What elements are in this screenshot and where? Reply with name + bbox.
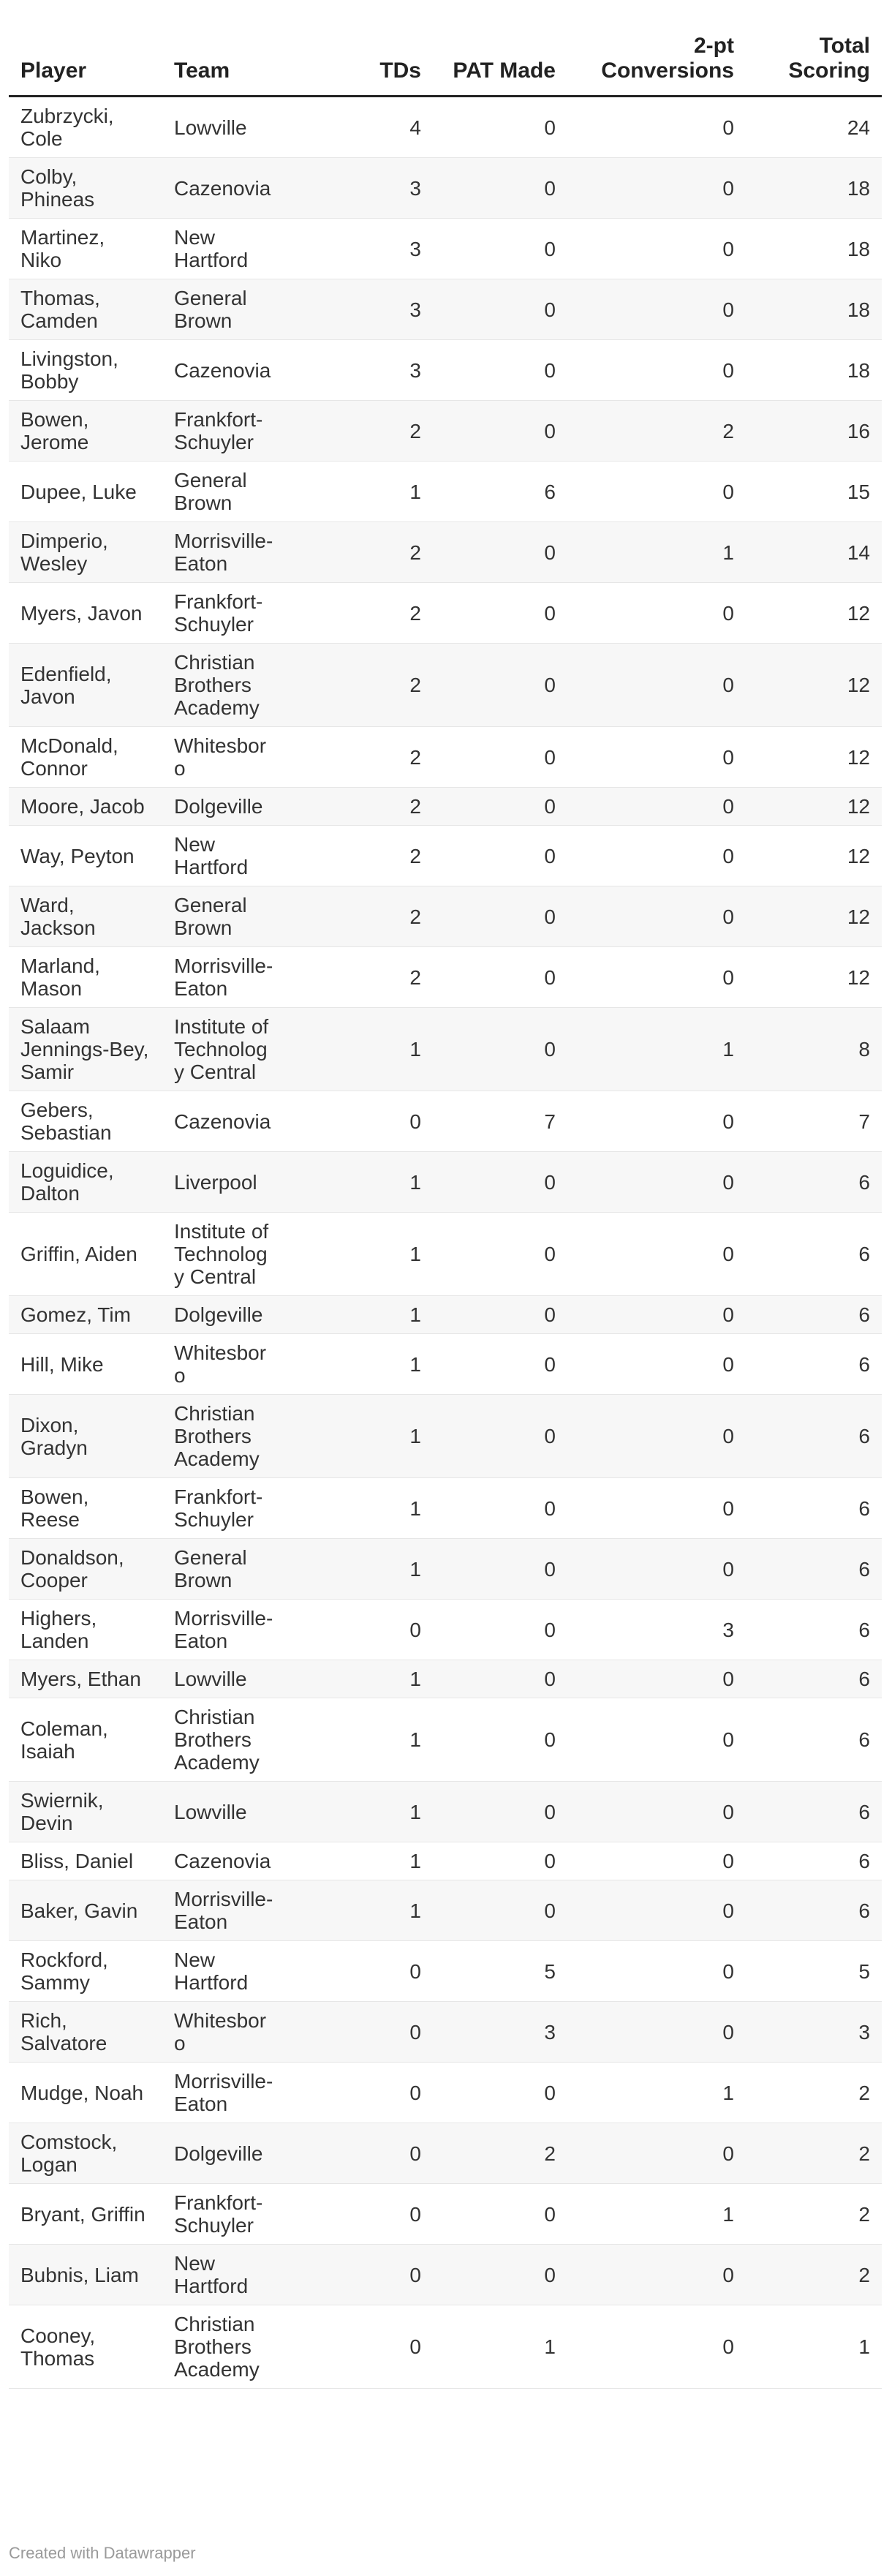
two-pt-cell: 0 [567, 1213, 746, 1296]
table-row [9, 788, 882, 826]
team-cell: New Hartford [162, 2245, 287, 2305]
total-scoring-cell: 6 [746, 1698, 882, 1782]
total-scoring-cell: 15 [746, 462, 882, 522]
team-cell: Liverpool [162, 1152, 287, 1213]
tds-cell: 4 [287, 97, 433, 158]
team-cell: Morrisville-Eaton [162, 947, 287, 1008]
two-pt-cell: 0 [567, 826, 746, 886]
pat-made-cell: 0 [433, 1213, 567, 1296]
tds-cell: 3 [287, 158, 433, 219]
team-cell: Whitesboro [162, 2002, 287, 2063]
total-scoring-cell: 5 [746, 1941, 882, 2002]
tds-cell: 0 [287, 2123, 433, 2184]
total-scoring-cell: 1 [746, 2305, 882, 2389]
table-row [9, 2245, 882, 2305]
tds-cell: 2 [287, 886, 433, 947]
total-scoring-cell: 6 [746, 1334, 882, 1395]
table-body [9, 97, 882, 2389]
table-row [9, 1880, 882, 1941]
team-cell: Cazenovia [162, 340, 287, 401]
team-cell: Institute of Technology Central [162, 1008, 287, 1091]
team-cell: Dolgeville [162, 2123, 287, 2184]
player-cell: Coleman, Isaiah [9, 1698, 162, 1782]
pat-made-cell: 7 [433, 1091, 567, 1152]
pat-made-cell: 0 [433, 1478, 567, 1539]
team-cell: General Brown [162, 279, 287, 340]
total-scoring-cell: 6 [746, 1395, 882, 1478]
table-row [9, 462, 882, 522]
total-scoring-cell: 18 [746, 279, 882, 340]
pat-made-cell: 0 [433, 1698, 567, 1782]
table-row [9, 1091, 882, 1152]
team-cell: Morrisville-Eaton [162, 2063, 287, 2123]
total-scoring-cell: 8 [746, 1008, 882, 1091]
team-cell: Frankfort-Schuyler [162, 1478, 287, 1539]
two-pt-cell: 0 [567, 158, 746, 219]
table-row [9, 1539, 882, 1600]
player-cell: Bowen, Jerome [9, 401, 162, 462]
two-pt-cell: 0 [567, 1698, 746, 1782]
player-cell: Hill, Mike [9, 1334, 162, 1395]
two-pt-cell: 0 [567, 947, 746, 1008]
two-pt-cell: 0 [567, 1091, 746, 1152]
two-pt-cell: 0 [567, 1478, 746, 1539]
two-pt-cell: 0 [567, 340, 746, 401]
two-pt-cell: 0 [567, 1296, 746, 1334]
team-cell: General Brown [162, 886, 287, 947]
team-cell: Frankfort-Schuyler [162, 583, 287, 644]
total-scoring-cell: 18 [746, 158, 882, 219]
two-pt-cell: 0 [567, 583, 746, 644]
team-cell: Frankfort-Schuyler [162, 401, 287, 462]
team-cell: Dolgeville [162, 1296, 287, 1334]
team-cell: Lowville [162, 97, 287, 158]
team-cell: Dolgeville [162, 788, 287, 826]
team-cell: General Brown [162, 1539, 287, 1600]
player-cell: Loguidice, Dalton [9, 1152, 162, 1213]
total-scoring-cell: 12 [746, 826, 882, 886]
pat-made-cell: 0 [433, 1008, 567, 1091]
total-scoring-cell: 6 [746, 1296, 882, 1334]
total-scoring-cell: 6 [746, 1880, 882, 1941]
pat-made-cell: 1 [433, 2305, 567, 2389]
team-cell: Christian Brothers Academy [162, 2305, 287, 2389]
header-row [9, 34, 882, 97]
total-scoring-cell: 2 [746, 2123, 882, 2184]
total-scoring-cell: 2 [746, 2245, 882, 2305]
player-cell: Dixon, Gradyn [9, 1395, 162, 1478]
table-row [9, 2305, 882, 2389]
player-cell: Gebers, Sebastian [9, 1091, 162, 1152]
two-pt-cell: 0 [567, 886, 746, 947]
table-row [9, 886, 882, 947]
table-row [9, 1782, 882, 1842]
team-cell: Frankfort-Schuyler [162, 2184, 287, 2245]
table-row [9, 1478, 882, 1539]
table-row [9, 1334, 882, 1395]
player-cell: Edenfield, Javon [9, 644, 162, 727]
table-row [9, 2002, 882, 2063]
team-cell: Cazenovia [162, 158, 287, 219]
total-scoring-cell: 6 [746, 1539, 882, 1600]
table-header [9, 34, 882, 97]
two-pt-cell: 2 [567, 401, 746, 462]
total-scoring-cell: 12 [746, 583, 882, 644]
table-row [9, 219, 882, 279]
tds-cell: 2 [287, 644, 433, 727]
pat-made-cell: 0 [433, 583, 567, 644]
player-cell: Bowen, Reese [9, 1478, 162, 1539]
table-row [9, 158, 882, 219]
table-row [9, 1395, 882, 1478]
two-pt-cell: 0 [567, 727, 746, 788]
pat-made-cell: 0 [433, 1600, 567, 1660]
table-row [9, 2123, 882, 2184]
column-header-total-scoring[interactable]: Total Scoring [746, 34, 882, 97]
two-pt-cell: 0 [567, 1334, 746, 1395]
player-cell: Ward, Jackson [9, 886, 162, 947]
pat-made-cell: 0 [433, 2245, 567, 2305]
team-cell: Lowville [162, 1660, 287, 1698]
team-cell: New Hartford [162, 826, 287, 886]
team-cell: Morrisville-Eaton [162, 1600, 287, 1660]
two-pt-cell: 0 [567, 1842, 746, 1880]
tds-cell: 2 [287, 522, 433, 583]
column-header-team[interactable]: Team [162, 34, 287, 97]
pat-made-cell: 0 [433, 788, 567, 826]
column-header-player[interactable]: Player [9, 34, 162, 97]
player-cell: McDonald, Connor [9, 727, 162, 788]
team-cell: Whitesboro [162, 727, 287, 788]
team-cell: General Brown [162, 462, 287, 522]
total-scoring-cell: 6 [746, 1152, 882, 1213]
two-pt-cell: 1 [567, 1008, 746, 1091]
tds-cell: 1 [287, 1539, 433, 1600]
player-cell: Rockford, Sammy [9, 1941, 162, 2002]
tds-cell: 2 [287, 826, 433, 886]
team-cell: Cazenovia [162, 1842, 287, 1880]
two-pt-cell: 0 [567, 1152, 746, 1213]
total-scoring-cell: 6 [746, 1478, 882, 1539]
player-cell: Dimperio, Wesley [9, 522, 162, 583]
total-scoring-cell: 12 [746, 727, 882, 788]
total-scoring-cell: 6 [746, 1600, 882, 1660]
table-row [9, 1600, 882, 1660]
table-row [9, 340, 882, 401]
tds-cell: 2 [287, 727, 433, 788]
total-scoring-cell: 3 [746, 2002, 882, 2063]
table-row [9, 97, 882, 158]
player-cell: Donaldson, Cooper [9, 1539, 162, 1600]
player-cell: Livingston, Bobby [9, 340, 162, 401]
two-pt-cell: 0 [567, 1539, 746, 1600]
pat-made-cell: 0 [433, 1395, 567, 1478]
table-row [9, 1008, 882, 1091]
table-row [9, 401, 882, 462]
pat-made-cell: 0 [433, 1660, 567, 1698]
pat-made-cell: 3 [433, 2002, 567, 2063]
player-cell: Dupee, Luke [9, 462, 162, 522]
table-row [9, 1152, 882, 1213]
team-cell: Morrisville-Eaton [162, 522, 287, 583]
total-scoring-cell: 2 [746, 2063, 882, 2123]
player-cell: Salaam Jennings-Bey, Samir [9, 1008, 162, 1091]
player-cell: Myers, Ethan [9, 1660, 162, 1698]
player-cell: Comstock, Logan [9, 2123, 162, 2184]
team-cell: Morrisville-Eaton [162, 1880, 287, 1941]
player-cell: Griffin, Aiden [9, 1213, 162, 1296]
tds-cell: 0 [287, 2184, 433, 2245]
tds-cell: 1 [287, 1334, 433, 1395]
two-pt-cell: 1 [567, 2063, 746, 2123]
player-cell: Bryant, Griffin [9, 2184, 162, 2245]
tds-cell: 1 [287, 1395, 433, 1478]
player-cell: Bubnis, Liam [9, 2245, 162, 2305]
pat-made-cell: 0 [433, 644, 567, 727]
tds-cell: 1 [287, 1152, 433, 1213]
tds-cell: 3 [287, 219, 433, 279]
table-row [9, 644, 882, 727]
scoring-table [9, 34, 882, 2389]
table-row [9, 1296, 882, 1334]
pat-made-cell: 0 [433, 1334, 567, 1395]
tds-cell: 1 [287, 1213, 433, 1296]
player-cell: Cooney, Thomas [9, 2305, 162, 2389]
pat-made-cell: 0 [433, 340, 567, 401]
two-pt-cell: 0 [567, 1880, 746, 1941]
total-scoring-cell: 18 [746, 340, 882, 401]
column-header-pat-made[interactable]: PAT Made [433, 34, 567, 97]
pat-made-cell: 0 [433, 401, 567, 462]
table-row [9, 1698, 882, 1782]
tds-cell: 1 [287, 1782, 433, 1842]
two-pt-cell: 0 [567, 97, 746, 158]
total-scoring-cell: 18 [746, 219, 882, 279]
pat-made-cell: 0 [433, 158, 567, 219]
player-cell: Bliss, Daniel [9, 1842, 162, 1880]
datawrapper-credit: Created with Datawrapper [9, 2544, 196, 2562]
table-row [9, 522, 882, 583]
total-scoring-cell: 16 [746, 401, 882, 462]
table-row [9, 1842, 882, 1880]
tds-cell: 2 [287, 401, 433, 462]
table-row [9, 2063, 882, 2123]
pat-made-cell: 6 [433, 462, 567, 522]
table-row [9, 583, 882, 644]
two-pt-cell: 0 [567, 788, 746, 826]
table-row [9, 826, 882, 886]
tds-cell: 1 [287, 1478, 433, 1539]
player-cell: Zubrzycki, Cole [9, 97, 162, 158]
two-pt-cell: 0 [567, 279, 746, 340]
total-scoring-cell: 2 [746, 2184, 882, 2245]
tds-cell: 0 [287, 2002, 433, 2063]
total-scoring-cell: 12 [746, 788, 882, 826]
tds-cell: 3 [287, 279, 433, 340]
pat-made-cell: 0 [433, 826, 567, 886]
pat-made-cell: 0 [433, 522, 567, 583]
player-cell: Rich, Salvatore [9, 2002, 162, 2063]
player-cell: Marland, Mason [9, 947, 162, 1008]
total-scoring-cell: 24 [746, 97, 882, 158]
player-cell: Mudge, Noah [9, 2063, 162, 2123]
tds-cell: 1 [287, 1660, 433, 1698]
pat-made-cell: 0 [433, 1842, 567, 1880]
total-scoring-cell: 6 [746, 1842, 882, 1880]
tds-cell: 2 [287, 947, 433, 1008]
two-pt-cell: 1 [567, 522, 746, 583]
pat-made-cell: 0 [433, 1880, 567, 1941]
player-cell: Highers, Landen [9, 1600, 162, 1660]
pat-made-cell: 0 [433, 886, 567, 947]
two-pt-cell: 0 [567, 644, 746, 727]
total-scoring-cell: 6 [746, 1782, 882, 1842]
pat-made-cell: 0 [433, 1296, 567, 1334]
pat-made-cell: 0 [433, 279, 567, 340]
tds-cell: 0 [287, 2063, 433, 2123]
total-scoring-cell: 6 [746, 1213, 882, 1296]
team-cell: Institute of Technology Central [162, 1213, 287, 1296]
total-scoring-cell: 14 [746, 522, 882, 583]
player-cell: Thomas, Camden [9, 279, 162, 340]
table-row [9, 1213, 882, 1296]
two-pt-cell: 3 [567, 1600, 746, 1660]
two-pt-cell: 0 [567, 1941, 746, 2002]
two-pt-cell: 1 [567, 2184, 746, 2245]
total-scoring-cell: 12 [746, 644, 882, 727]
two-pt-cell: 0 [567, 219, 746, 279]
player-cell: Colby, Phineas [9, 158, 162, 219]
team-cell: Cazenovia [162, 1091, 287, 1152]
team-cell: Christian Brothers Academy [162, 1698, 287, 1782]
tds-cell: 0 [287, 1941, 433, 2002]
team-cell: New Hartford [162, 219, 287, 279]
pat-made-cell: 0 [433, 727, 567, 788]
table-row [9, 1660, 882, 1698]
table-row [9, 727, 882, 788]
tds-cell: 1 [287, 1842, 433, 1880]
team-cell: New Hartford [162, 1941, 287, 2002]
tds-cell: 1 [287, 1296, 433, 1334]
pat-made-cell: 5 [433, 1941, 567, 2002]
player-cell: Way, Peyton [9, 826, 162, 886]
pat-made-cell: 0 [433, 947, 567, 1008]
player-cell: Baker, Gavin [9, 1880, 162, 1941]
table-row [9, 1941, 882, 2002]
team-cell: Christian Brothers Academy [162, 1395, 287, 1478]
pat-made-cell: 0 [433, 2184, 567, 2245]
column-header-two-pt-conversions[interactable]: 2-pt Conversions [567, 34, 746, 97]
player-cell: Moore, Jacob [9, 788, 162, 826]
pat-made-cell: 0 [433, 2063, 567, 2123]
total-scoring-cell: 12 [746, 886, 882, 947]
tds-cell: 2 [287, 788, 433, 826]
tds-cell: 1 [287, 1698, 433, 1782]
table-row [9, 279, 882, 340]
total-scoring-cell: 7 [746, 1091, 882, 1152]
tds-cell: 2 [287, 583, 433, 644]
tds-cell: 1 [287, 1008, 433, 1091]
two-pt-cell: 0 [567, 2002, 746, 2063]
total-scoring-cell: 12 [746, 947, 882, 1008]
player-cell: Swiernik, Devin [9, 1782, 162, 1842]
pat-made-cell: 0 [433, 1152, 567, 1213]
two-pt-cell: 0 [567, 1782, 746, 1842]
pat-made-cell: 0 [433, 219, 567, 279]
two-pt-cell: 0 [567, 462, 746, 522]
two-pt-cell: 0 [567, 1660, 746, 1698]
tds-cell: 1 [287, 462, 433, 522]
team-cell: Lowville [162, 1782, 287, 1842]
column-header-tds[interactable]: TDs [287, 34, 433, 97]
team-cell: Whitesboro [162, 1334, 287, 1395]
pat-made-cell: 0 [433, 1539, 567, 1600]
total-scoring-cell: 6 [746, 1660, 882, 1698]
player-cell: Gomez, Tim [9, 1296, 162, 1334]
pat-made-cell: 0 [433, 97, 567, 158]
pat-made-cell: 2 [433, 2123, 567, 2184]
tds-cell: 1 [287, 1880, 433, 1941]
player-cell: Myers, Javon [9, 583, 162, 644]
table-row [9, 947, 882, 1008]
tds-cell: 0 [287, 1600, 433, 1660]
two-pt-cell: 0 [567, 2245, 746, 2305]
tds-cell: 0 [287, 1091, 433, 1152]
table-row [9, 2184, 882, 2245]
tds-cell: 0 [287, 2245, 433, 2305]
two-pt-cell: 0 [567, 2305, 746, 2389]
tds-cell: 0 [287, 2305, 433, 2389]
pat-made-cell: 0 [433, 1782, 567, 1842]
player-cell: Martinez, Niko [9, 219, 162, 279]
team-cell: Christian Brothers Academy [162, 644, 287, 727]
tds-cell: 3 [287, 340, 433, 401]
two-pt-cell: 0 [567, 1395, 746, 1478]
two-pt-cell: 0 [567, 2123, 746, 2184]
